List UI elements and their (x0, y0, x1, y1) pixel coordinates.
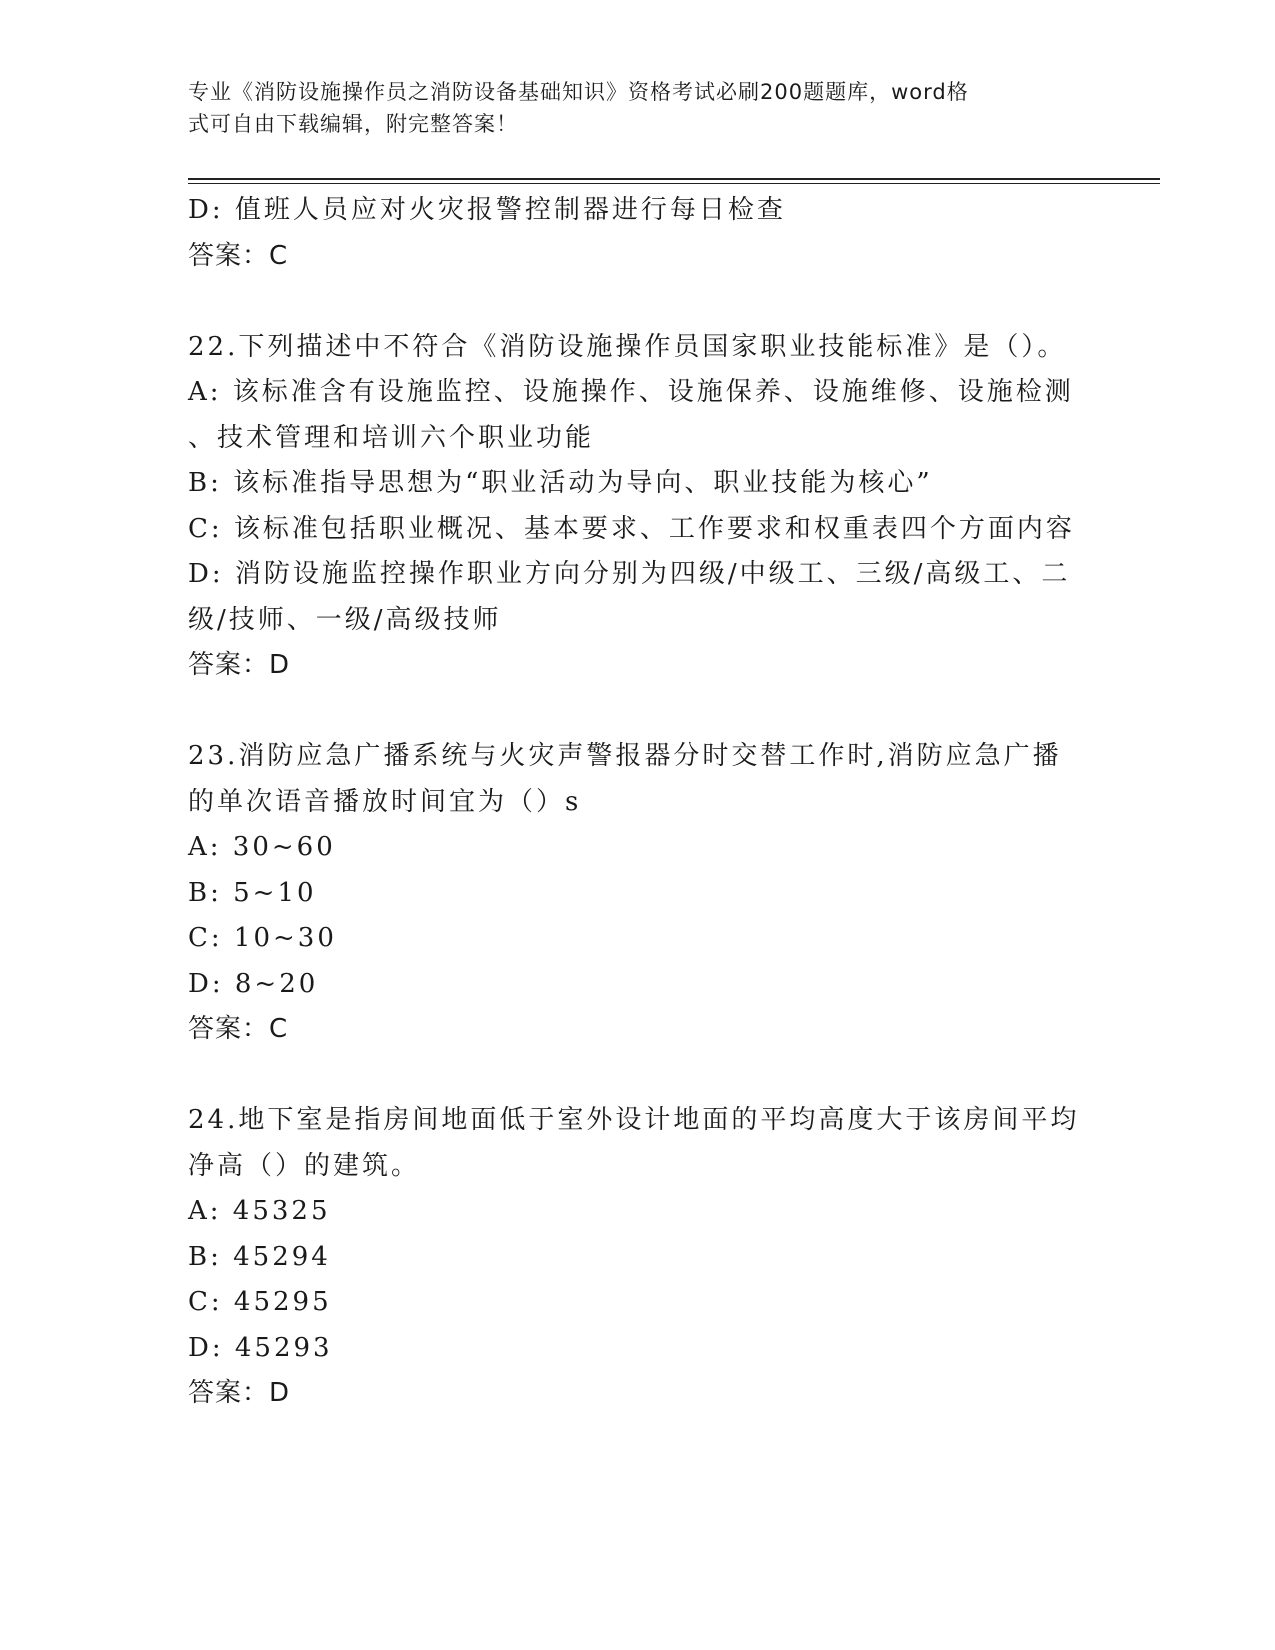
spacer (188, 1053, 1088, 1099)
spacer (188, 279, 1088, 325)
question-stem-continued: 净高（）的建筑。 (188, 1150, 421, 1181)
question-22 (188, 325, 1088, 689)
question-stem: 22.下列描述中不符合《消防设施操作员国家职业技能标准》是（）。 (188, 331, 1067, 362)
answer-line: 答案：D (188, 1378, 291, 1408)
option-d: D: 45293 (188, 1332, 333, 1363)
document-header (188, 76, 1068, 140)
question-stem: 23.消防应急广播系统与火灾声警报器分时交替工作时,消防应急广播 (188, 741, 1062, 771)
option-a: A: 30~60 (188, 832, 336, 862)
option-a: A: 该标准含有设施监控、设施操作、设施保养、设施维修、设施检测 (188, 377, 1074, 407)
option-d: D: 值班人员应对火灾报警控制器进行每日检查 (188, 195, 786, 225)
spacer (188, 689, 1088, 735)
question-24 (188, 1098, 1088, 1417)
answer-line: 答案：C (188, 1014, 289, 1044)
question-21-tail (188, 188, 1088, 279)
option-a-continued: 、技术管理和培训六个职业功能 (188, 422, 595, 453)
question-list (188, 188, 1088, 1417)
option-d-continued: 级/技师、一级/高级技师 (188, 604, 502, 635)
option-b: B: 45294 (188, 1241, 331, 1272)
header-rule-thick (188, 178, 1160, 180)
option-c: C: 10~30 (188, 923, 337, 953)
question-stem: 24.地下室是指房间地面低于室外设计地面的平均高度大于该房间平均 (188, 1105, 1080, 1135)
option-d: D: 8~20 (188, 968, 319, 999)
option-b: B: 5~10 (188, 877, 317, 908)
option-c: C: 45295 (188, 1287, 332, 1317)
answer-line: 答案：D (188, 650, 291, 680)
option-d: D: 消防设施监控操作职业方向分别为四级/中级工、三级/高级工、二 (188, 559, 1071, 589)
answer-line: 答案：C (188, 240, 289, 271)
option-c: C: 该标准包括职业概况、基本要求、工作要求和权重表四个方面内容 (188, 513, 1075, 544)
option-a: A: 45325 (188, 1196, 331, 1226)
option-b: B: 该标准指导思想为“职业活动为导向、职业技能为核心” (188, 468, 933, 498)
question-23 (188, 734, 1088, 1053)
header-line-1: 专业《消防设施操作员之消防设备基础知识》资格考试必刷200题题库，word格 (188, 80, 969, 104)
header-line-2: 式可自由下载编辑，附完整答案！ (188, 112, 518, 136)
question-stem-continued: 的单次语音播放时间宜为（）s (188, 786, 582, 817)
header-rule-thin (188, 183, 1160, 184)
